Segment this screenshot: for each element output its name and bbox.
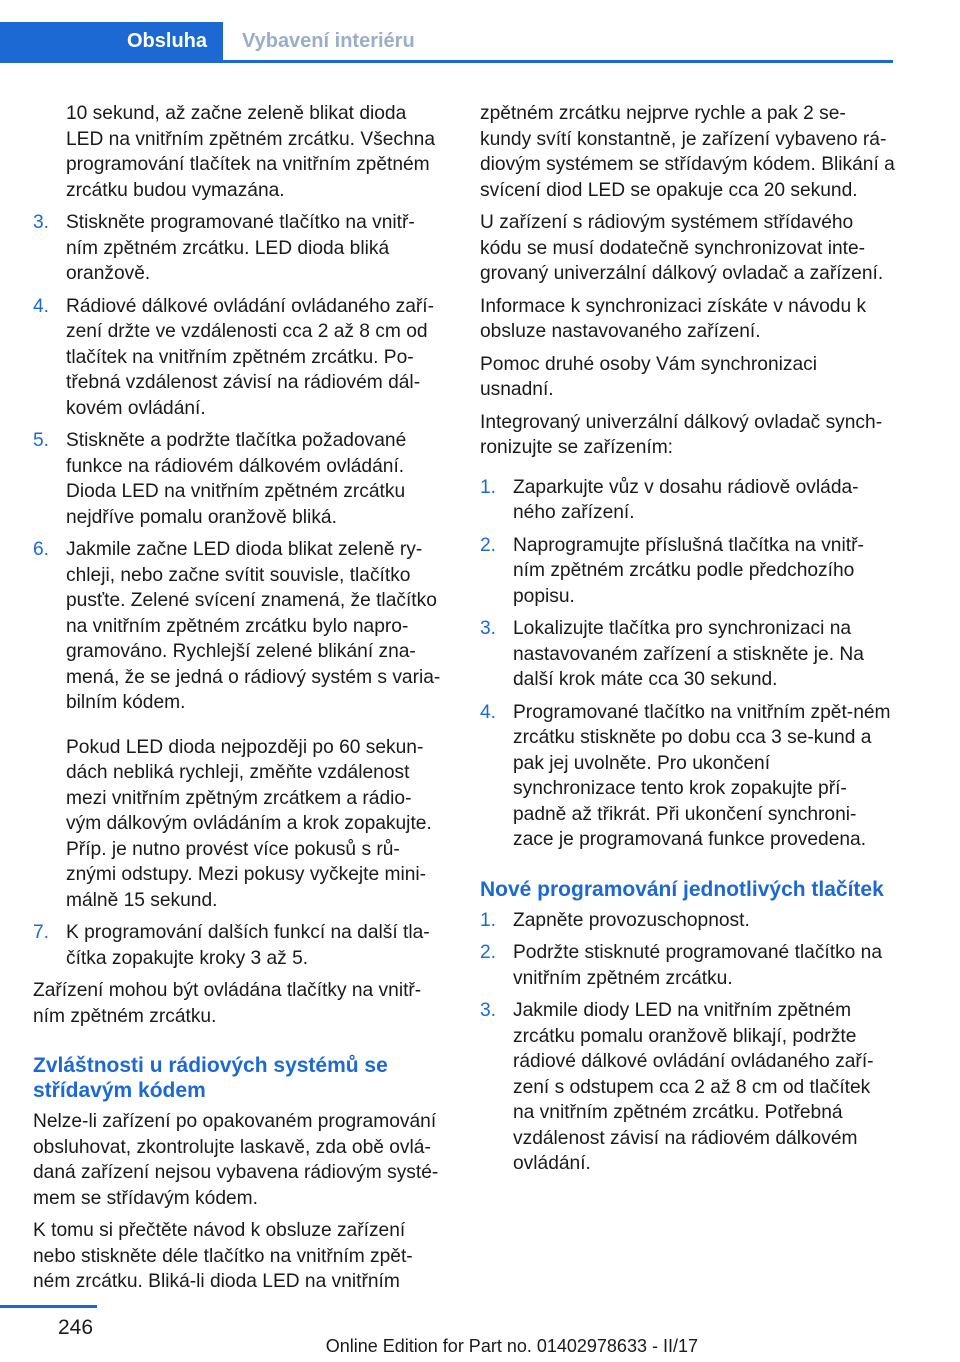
step-text: Zaparkujte vůz v dosahu rádiově ovláda‐ného zařízení. [513, 476, 859, 523]
step-number: 3. [480, 1000, 497, 1021]
list-item [480, 475, 895, 526]
tab-obsluha-label: Obsluha [126, 29, 207, 52]
step-number: 5. [33, 430, 50, 451]
right-column [480, 101, 895, 1184]
list-item [480, 998, 895, 1177]
page-header [0, 0, 960, 64]
step-text: Jakmile začne LED dioda blikat zeleně ry‐chleji, nebo začne svítit souvisle, tlačítko pusťte. Zelené svícení znamená, že tlačítko na vnitřním zpětném zrcátku bylo napro‐gramováno. Rychlejší zelené blikání zna‐mená, že se jedná o rádiový systém s varia‐bilním kódem. [66, 539, 441, 713]
step-text: Rádiové dálkové ovládání ovládaného zaří‐zení držte ve vzdálenosti cca 2 až 8 cm od tlačítek na vnitřním zpětném zrcátku. Po‐třebná vzdálenost závisí na rádiovém dál‐kovém ovládání. [66, 295, 435, 419]
step-text: Programované tlačítko na vnitřním zpět‐ném zrcátku stiskněte po dobu cca 3 se‐kund a pak jej uvolněte. Pro ukončení synchronizace tento krok zopakujte pří‐padně až třikrát. Při ukončení synchroni‐zace je programovaná funkce provedena. [513, 701, 891, 850]
step-text: Podržte stisknuté programované tlačítko na vnitřním zpětném zrcátku. [513, 942, 883, 989]
list-item [480, 940, 895, 991]
section-heading-rolling-code: Zvláštnosti u rádiových systémů se střídavým kódem [33, 1054, 388, 1103]
list-item [33, 537, 446, 716]
closing-paragraph: Zařízení mohou být ovládána tlačítky na vnitř‐ním zpětném zrcátku. [33, 980, 422, 1027]
step-number: 4. [480, 701, 497, 723]
step-number: 7. [33, 922, 50, 944]
paragraph: Integrovaný univerzální dálkový ovladač synch‐ronizujte se zařízením: [480, 411, 883, 458]
step-text: Naprogramujte příslušná tlačítka na vnitř‐ním zpětném zrcátku podle předchozího popisu. [513, 534, 864, 607]
list-item [33, 428, 446, 530]
list-item [480, 908, 895, 934]
step6-note: Pokud LED dioda nejpozději po 60 sekun‐dách nebliká rychleji, změňte vzdálenost mezi vnitřním zpětným zrcátkem a rádio‐vým dálkovým ovládáním a krok zopakujte. Příp. je nutno provést více pokusů s rů‐znými odstupy. Mezi pokusy vyčkejte mini‐málně 15 sekund. [66, 736, 432, 911]
step-text: Stiskněte programované tlačítko na vnitř‐ním zpětném zrcátku. LED dioda bliká oranžově. [66, 212, 415, 284]
edition-footer: Online Edition for Part no. 01402978633 - II/17 [325, 1336, 698, 1356]
step-number: 4. [33, 295, 50, 317]
step-text: Lokalizujte tlačítka pro synchronizaci na nastavovaném zařízení a stiskněte je. Na další krok máte cca 30 sekund. [513, 618, 864, 690]
tab-vybaveni-interieru[interactable] [242, 22, 415, 60]
left-column [33, 101, 446, 1302]
paragraph: zpětném zrcátku nejprve rychle a pak 2 se‐kundy svítí konstantně, je zařízení vybaveno rá‐diovým systémem se střídavým kódem. Blikání a svícení diod LED se opakuje cca 20 sekund. [480, 103, 895, 201]
step-number: 6. [33, 539, 50, 560]
step-text: Stiskněte a podržte tlačítka požadované funkce na rádiovém dálkovém ovládání. Dioda LED na vnitřním zpětném zrcátku nejdříve pomalu oranžově bliká. [66, 430, 407, 528]
tab-vybaveni-label: Vybavení interiéru [242, 29, 415, 52]
paragraph: Nelze-li zařízení po opakovaném programování obsluhovat, zkontrolujte laskavě, zda obě ovlá‐daná zařízení nejsou vybavena rádiovým systé‐mem se střídavým kódem. [33, 1111, 439, 1209]
header-divider [0, 60, 893, 63]
tab-obsluha[interactable] [0, 22, 223, 60]
step-number: 3. [33, 212, 50, 233]
page-number: 246 [58, 1316, 94, 1339]
section-heading-reprogramming: Nové programování jednotlivých tlačítek [480, 877, 884, 901]
paragraph: K tomu si přečtěte návod k obsluze zařízení nebo stiskněte déle tlačítko na vnitřním zpět‐ném zrcátku. Bliká-li dioda LED na vnitřním [33, 1220, 413, 1293]
list-item [480, 533, 895, 610]
paragraph: Informace k synchronizaci získáte v návodu k obsluze nastavovaného zařízení. [480, 295, 867, 342]
page-number-rule [0, 1305, 97, 1308]
step-number: 2. [480, 534, 497, 556]
list-item [480, 700, 895, 853]
step-number: 3. [480, 618, 497, 639]
step-text: K programování dalších funkcí na další tla‐čítka zopakujte kroky 3 až 5. [66, 922, 430, 969]
step-number: 2. [480, 942, 497, 963]
step-text: Zapněte provozuschopnost. [513, 909, 750, 931]
list-item [33, 294, 446, 422]
list-item [480, 616, 895, 693]
paragraph: U zařízení s rádiovým systémem střídavého kódu se musí dodatečně synchronizovat inte‐grovaný univerzální dálkový ovladač a zařízení. [480, 212, 884, 284]
paragraph: Pomoc druhé osoby Vám synchronizaci usnadní. [480, 353, 818, 400]
list-item [33, 920, 446, 971]
intro-continuation: 10 sekund, až začne zeleně blikat dioda LED na vnitřním zpětném zrcátku. Všechna programování tlačítek na vnitřním zpětném zrcátku budou vymazána. [66, 103, 435, 201]
list-item [33, 210, 446, 287]
step-number: 1. [480, 909, 497, 931]
step-number: 1. [480, 476, 497, 498]
step-text: Jakmile diody LED na vnitřním zpětném zrcátku pomalu oranžově blikají, podržte rádiové dálkové ovládání ovládaného zaří‐zení s odstupem cca 2 až 8 cm od tlačítek na vnitřním zpětném zrcátku. Potřebná vzdálenost závisí na rádiovém dálkovém ovládání. [513, 1000, 874, 1174]
